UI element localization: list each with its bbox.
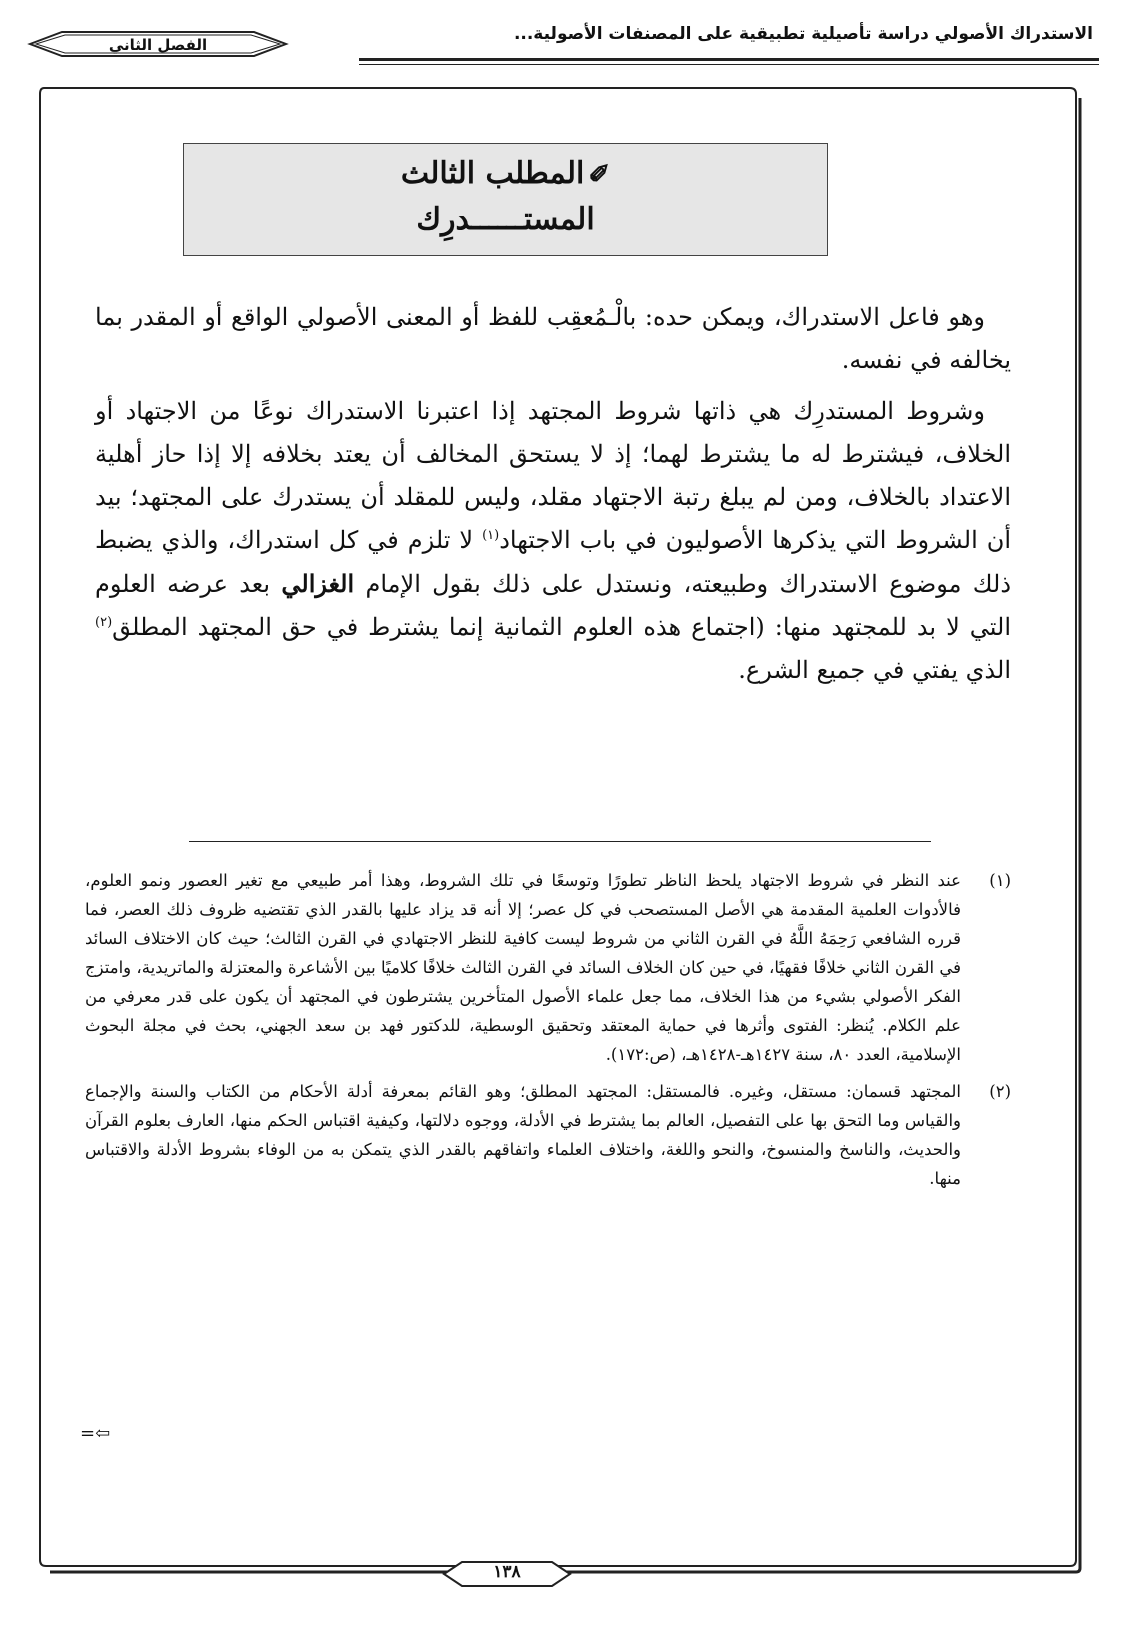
footnote-1 <box>85 866 1011 1069</box>
section-title: ✐المطلب الثالث <box>400 156 611 191</box>
footnote-ref-2[interactable]: (٢) <box>95 615 113 630</box>
running-header-title: الاستدراك الأصولي دراسة تأصيلية تطبيقية على المصنفات الأصولية... <box>513 24 1093 44</box>
footnote-text: عند النظر في شروط الاجتهاد يلحظ الناظر تطورًا وتوسعًا في تلك الشروط، وهذا أمر طبيعي مع تغير العصور ونمو العلوم، فالأدوات العلمية المقدمة هي الأصل المستصحب في كل عصر؛ إلا أنه قد يزاد عليها بالقدر الذي تقتضيه ظروف ذلك العصر، فما قرره الشافعي رَحِمَهُ اللَّهُ في القرن الثاني من شروط ليست كافية للنظر الاجتهادي في القرن الثالث؛ حيث كان الاختلاف السائد في القرن الثاني خلافًا فقهيًا، في حين كان الخلاف السائد في القرن الثالث خلافًا كلاميًا بين الأشاعرة والمعتزلة والماتريدية، وامتزج الفكر الأصولي بشيء من هذا الخلاف، مما جعل علماء الأصول المتأخرين يشترطون في المجتهد أن يكون على قدر معرفي من علم الكلام. يُنظر: الفتوى وأثرها في حماية المعتقد وتحقيق الوسطية، للدكتور فهد بن سعد الجهني، بحث في مجلة البحوث الإسلامية، العدد ٨٠، سنة ١٤٢٧هـ-١٤٢٨هـ، (ص:١٧٢). <box>85 871 961 1064</box>
footnote-separator <box>189 841 931 842</box>
footnote-number: (١) <box>989 871 1011 890</box>
header-rule <box>359 58 1099 70</box>
footnote-number: (٢) <box>989 1082 1011 1101</box>
page-number-badge <box>442 1559 572 1589</box>
name-ghazali: الغزالي <box>281 569 355 598</box>
continuation-arrow-icon: =⇦ <box>80 1423 111 1444</box>
footnote-ref-1[interactable]: (١) <box>482 528 500 543</box>
section-title-box <box>183 143 828 256</box>
section-subtitle: المستــــــدرِك <box>416 202 595 237</box>
paragraph-1: وهو فاعل الاستدراك، ويمكن حده: بالْـمُعقِب للفظ أو المعنى الأصولي الواقع أو المقدر بما يخالفه في نفسه. <box>95 303 1011 374</box>
footnotes <box>85 866 1011 1193</box>
body-text <box>95 296 1011 692</box>
footnote-2 <box>85 1077 1011 1193</box>
chapter-tab <box>22 30 294 68</box>
page-number: ١٣٨ <box>493 1562 521 1582</box>
paragraph-2: وشروط المستدرِك هي ذاتها شروط المجتهد إذا اعتبرنا الاستدراك نوعًا من الاجتهاد أو الخلاف، فيشترط له ما يشترط لهما؛ إذ لا يستحق المخالف أن يعتد بخلافه إلا إذا حاز أهلية الاعتداد بالخلاف، ومن لم يبلغ رتبة الاجتهاد مقلد، وليس للمقلد أن يستدرك على المجتهد؛ بيد أن الشروط التي يذكرها الأصوليون في باب الاجتهاد$^{(١)}$ لا تلزم في كل استدراك، والذي يضبط ذلك موضوع الاستدراك وطبيعته، ونستدل على ذلك بقول الإمام الغزالي بعد عرضه العلوم التي لا بد للمجتهد منها: (اجتماع هذه العلوم الثمانية إنما يشترط في حق المجتهد المطلق$^{(٢)}$ الذي يفتي في جميع الشرع. <box>95 397 1012 684</box>
footnote-text: المجتهد قسمان: مستقل، وغيره. فالمستقل: المجتهد المطلق؛ وهو القائم بمعرفة أدلة الأحكام من الكتاب والسنة والإجماع والقياس وما التحق بها على التفصيل، العالم بما يشترط في الأدلة، ووجوه دلالتها، وكيفية اقتباس الحكم منها، العارف بعلوم القرآن والحديث، والناسخ والمنسوخ، والنحو واللغة، واختلاف العلماء واتفاقهم بالقدر الذي يتمكن به من الوفاء بشروط الأدلة والاقتباس منها. <box>85 1082 961 1188</box>
chapter-label: الفصل الثاني <box>108 36 208 54</box>
pencil-icon: ✐ <box>588 160 611 190</box>
